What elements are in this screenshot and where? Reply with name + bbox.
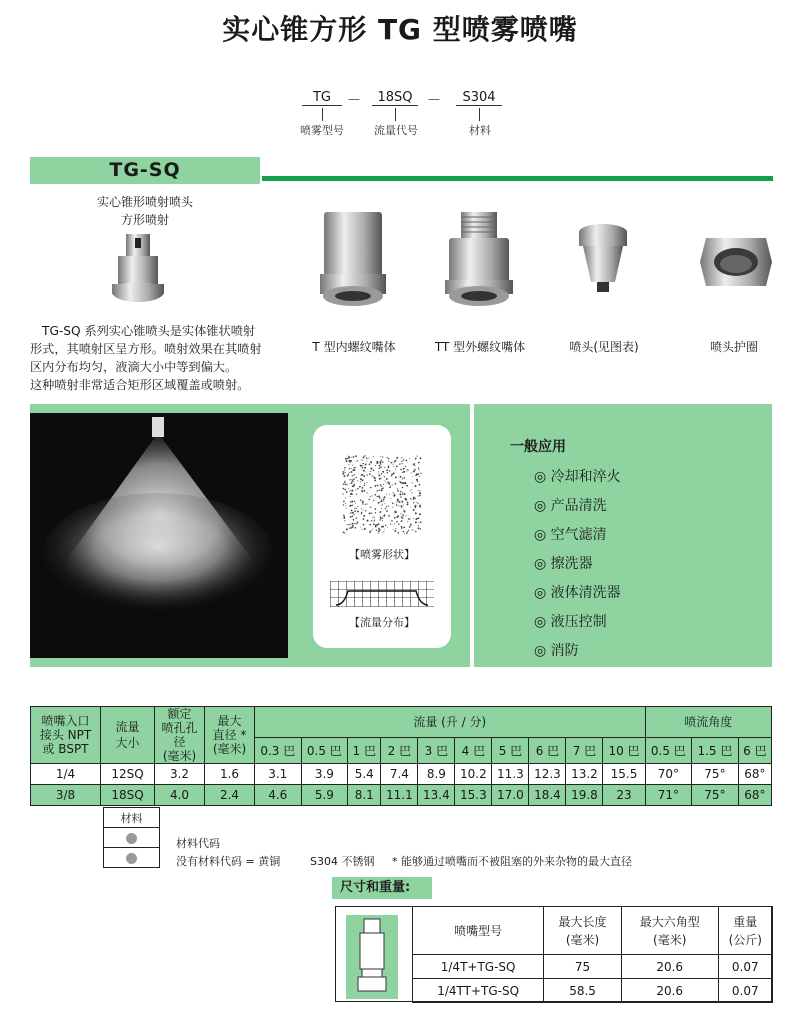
applications-title: 一般应用 [510,439,566,455]
spray-tip-image [575,222,631,300]
table-cell: 4.6 [255,785,302,806]
spray-shape-diagram [342,455,422,535]
dimensions-box [335,906,772,1002]
application-item: ◎ 液压控制 [534,614,607,630]
table-cell: 3.1 [255,764,302,785]
table-cell: 10.2 [455,764,492,785]
pattern-card [313,425,451,648]
retainer-image [696,228,776,296]
dimensions-header: 重量 (公斤) [718,907,772,955]
application-item: ◎ 空气滤清 [534,527,607,543]
table-cell: 8.9 [418,764,455,785]
table-cell: 12SQ [101,764,155,785]
angle-pressure-header: 1.5 巴 [692,737,739,763]
table-cell: 18.4 [529,785,566,806]
table-cell: 1.6 [205,764,255,785]
code-type: TG [302,90,342,106]
dimensions-header: 最大长度 (毫米) [544,907,622,955]
material-s304-dot [126,853,137,864]
table-cell: 12.3 [529,764,566,785]
brass-note: 没有材料代码 = 黄铜 [176,855,281,868]
dimensions-cell: 0.07 [718,979,772,1003]
section-divider [262,176,773,181]
table-cell: 3/8 [31,785,101,806]
application-item: ◎ 擦洗器 [534,556,593,572]
application-item: ◎ 产品清洗 [534,498,607,514]
description: TG-SQ 系列实心锥喷头是实体锥状喷射 形式，其喷射区呈方形。喷射效果在其喷射 区内分布均匀，液滴大小中等到偏大。 这种喷射非常适合矩形区域覆盖或喷射。 [30,324,262,392]
application-item: ◎ 冷却和淬火 [534,469,621,485]
table-cell: 68° [738,785,771,806]
table-cell: 11.3 [492,764,529,785]
part-label-tt-body: TT 型外螺纹嘴体 [434,340,526,354]
inlet-header: 喷嘴入口 接头 NPT 或 BSPT [31,707,101,764]
table-cell: 13.2 [566,764,603,785]
material-brass-dot [126,833,137,844]
pressure-header: 3 巴 [418,737,455,763]
dimensions-header: 喷嘴型号 [413,907,544,955]
table-cell: 71° [645,785,692,806]
table-cell: 3.2 [155,764,205,785]
part-label-t-body: T 型内螺纹嘴体 [312,340,396,354]
code-material-label: 材料 [469,124,491,137]
pressure-header: 0.5 巴 [301,737,348,763]
table-cell: 70° [645,764,692,785]
table-cell: 23 [603,785,645,806]
angle-pressure-header: 6 巴 [738,737,771,763]
dimensions-cell: 75 [544,955,622,979]
pressure-header: 5 巴 [492,737,529,763]
assembly-image [346,915,398,999]
materials-label: 材料代码 [176,837,220,850]
model-code [300,86,510,141]
code-separator: — [428,92,440,106]
table-cell: 2.4 [205,785,255,806]
dimensions-title: 尺寸和重量: [332,877,432,899]
table-cell: 5.4 [348,764,381,785]
dimensions-cell: 1/4TT+TG-SQ [413,979,544,1003]
code-type-label: 喷雾型号 [300,124,344,137]
page-title: 实心锥方形 TG 型喷雾喷嘴 [222,13,578,46]
s304-note: S304 不锈钢 [310,855,375,868]
pressure-header: 7 巴 [566,737,603,763]
dimensions-cell: 0.07 [718,955,772,979]
nozzle-caption: 实心锥形喷射喷头 方形喷射 [96,195,193,227]
part-label-spray-tip: 喷头(见图表) [569,340,639,354]
table-cell: 3.9 [301,764,348,785]
pressure-header: 0.3 巴 [255,737,302,763]
flow-distribution-diagram [330,581,434,607]
pressure-header: 6 巴 [529,737,566,763]
table-cell: 7.4 [381,764,418,785]
table-cell: 1/4 [31,764,101,785]
nozzle-image [108,232,168,312]
pressure-header: 1 巴 [348,737,381,763]
pressure-header: 4 巴 [455,737,492,763]
dimensions-table [412,906,773,1003]
table-cell: 4.0 [155,785,205,806]
flow-header: 流量 (升 / 分) [255,707,646,738]
t-body-image [318,208,388,310]
table-cell: 19.8 [566,785,603,806]
section-label: TG-SQ [30,157,260,184]
dimensions-cell: 58.5 [544,979,622,1003]
spray-photo [30,413,288,658]
dimensions-cell: 1/4T+TG-SQ [413,955,544,979]
dimensions-header: 最大六角型 (毫米) [621,907,718,955]
table-cell: 5.9 [301,785,348,806]
spray-shape-label: 【喷雾形状】 [349,548,415,561]
code-material: S304 [456,90,502,106]
table-cell: 17.0 [492,785,529,806]
pressure-header: 10 巴 [603,737,645,763]
max-passage-header: 最大 直径 * (毫米) [205,707,255,764]
max-passage-note: * 能够通过喷嘴而不被阻塞的外来杂物的最大直径 [392,855,632,868]
table-cell: 15.5 [603,764,645,785]
code-separator: — [348,92,360,106]
application-item: ◎ 液体清洗器 [534,585,621,601]
table-cell: 15.3 [455,785,492,806]
application-item: ◎ 消防 [534,643,579,659]
pressure-header: 2 巴 [381,737,418,763]
panel-divider [470,404,474,667]
orifice-header: 额定 喷孔孔径 (毫米) [155,707,205,764]
flow-rate-table [30,706,772,806]
tt-body-image [443,208,515,310]
table-cell: 13.4 [418,785,455,806]
table-cell: 68° [738,764,771,785]
angle-header: 喷流角度 [645,707,771,738]
applications [510,436,750,669]
part-label-retainer: 喷头护圈 [709,340,758,354]
code-flow-label: 流量代号 [374,124,418,137]
table-cell: 11.1 [381,785,418,806]
angle-pressure-header: 0.5 巴 [645,737,692,763]
materials-header: 材料 [104,808,160,828]
table-cell: 75° [692,785,739,806]
table-cell: 75° [692,764,739,785]
table-cell: 18SQ [101,785,155,806]
code-flow: 18SQ [372,90,418,106]
dimensions-cell: 20.6 [621,955,718,979]
flow-distribution-label: 【流量分布】 [349,616,415,629]
dimensions-cell: 20.6 [621,979,718,1003]
table-cell: 8.1 [348,785,381,806]
materials-table [103,807,160,868]
capacity-header: 流量 大小 [101,707,155,764]
